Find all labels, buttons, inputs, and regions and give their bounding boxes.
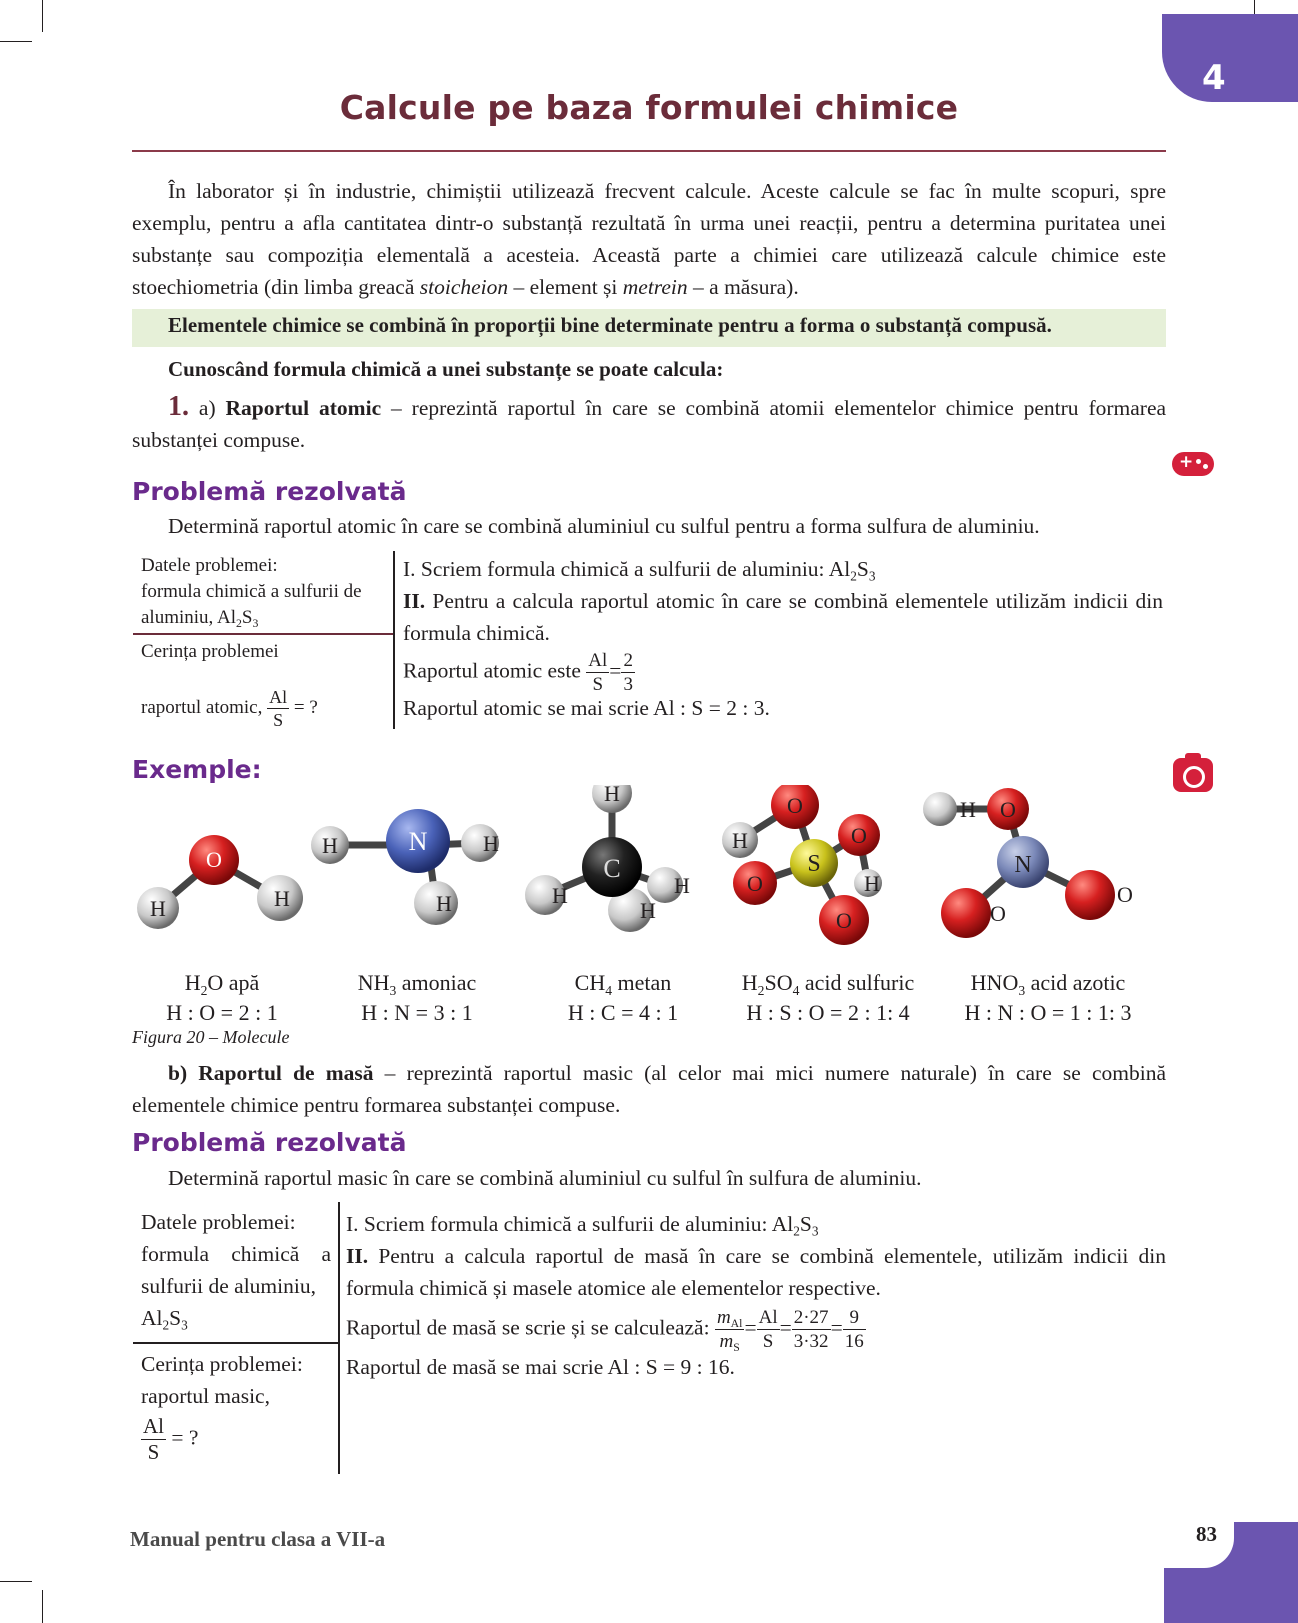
svg-text:H: H [274,886,290,911]
figure-caption: Figura 20 – Molecule [132,1027,290,1047]
problem-data: Datele problemei: formula chimică a sulfurii de aluminiu, $Al_2S_3$ [141,1206,331,1334]
svg-text:H: H [604,785,620,806]
problem-heading: Problemă rezolvată [132,477,407,506]
chapter-number: 4 [1202,58,1226,98]
camera-icon[interactable] [1173,758,1213,792]
molecule-caption-nitric-acid: $HNO_3$ acid azotic H : N : O = 1 : 1: 3 [964,970,1132,1025]
point-letter: a) [198,396,216,420]
crop-mark [42,1590,43,1623]
point-term: Raportul atomic [225,396,382,420]
solution-step-3: Raportul de masă se scrie și se calculează: $\frac{m_{Al}}{m_S}$ = $\frac{Al}{S}$ = $\frac{2\cdot 27}{3\cdot 32}$ = $\frac{9}{16}$ [346,1307,864,1355]
examples-heading: Exemple: [132,755,262,784]
table-divider [133,1342,338,1344]
problem-heading: Problemă rezolvată [132,1128,407,1157]
problem-requirement-label: Cerința problemei [141,641,279,662]
svg-text:O: O [1117,882,1133,907]
svg-text:N: N [1014,852,1032,878]
point-b [132,1057,1166,1121]
svg-text:H: H [864,871,880,896]
point-text: – reprezintă raportul masic (al celor mai mici numere naturale) în care se combină elementele chimice pentru formarea substanței compuse. [132,1061,1166,1117]
svg-text:C: C [603,854,621,883]
svg-text:H: H [150,896,166,921]
intro-term-greek-1: stoicheion [419,275,509,299]
solution-2 [346,1208,1166,1383]
svg-text:O: O [836,908,852,933]
footer-book-title: Manual pentru clasa a VII-a [130,1527,386,1551]
point-letter: b) [168,1061,188,1085]
solution-step-1: I. Scriem formula chimică a sulfurii de aluminiu: $Al_2S_3$ [403,557,876,584]
intro-text: În laborator și în industrie, chimiștii utilizează frecvent calcule. Aceste calcule se fac în multe scopuri, spre exemplu, pentru a afla cantitatea dintr-o substanță rezultată în urma unei reacții, pentru a determina puritatea unei substanțe sau compoziția elementală a acesteia. Această parte a chimiei care utilizează calcule chimice este stoechiometria (din limba greacă [132,179,1166,299]
table-divider [133,633,393,635]
intro-paragraph [132,175,1166,303]
game-controller-icon[interactable]: + [1172,452,1214,476]
solution-step-4: Raportul atomic se mai scrie Al : S = 2 : 3. [403,696,770,720]
crop-mark [0,41,32,42]
svg-text:H: H [552,883,568,908]
solution-1 [403,553,1163,724]
intro-text: – element și [508,275,623,299]
svg-text:H: H [640,898,656,923]
crop-mark [0,1581,32,1582]
svg-text:H: H [960,797,976,822]
svg-text:H: H [674,873,690,898]
svg-text:O: O [990,901,1006,926]
highlight-text: Elementele chimice se combină în proporții bine determinate pentru a forma o substanță compusă. [168,313,1052,337]
data-label: Datele problemei: [141,555,278,576]
intro-text: – a măsura). [687,275,799,299]
page-number-tab [1164,1522,1298,1623]
table-vertical-rule [338,1202,340,1474]
problem-requirement: Cerința problemei: raportul masic, $\frac{Al}{S}$ = ? [141,1352,303,1464]
data-text: formula chimică a sulfurii de aluminiu, $Al_2S_3$ [141,581,362,631]
svg-text:H: H [483,831,499,856]
molecule-caption-sulfuric-acid: $H_2SO_4$ acid sulfuric H : S : O = 2 : 1: 4 [741,970,915,1025]
problem-statement: Determină raportul atomic în care se combină aluminiul cu sulful pentru a forma sulfura de aluminiu. [168,514,1040,538]
data-label: Datele problemei: [141,1210,296,1234]
molecule-caption-water: $H_2O$ apă H : O = 2 : 1 [166,970,278,1025]
table-vertical-rule [393,551,395,729]
title-rule [132,150,1166,152]
svg-text:O: O [787,793,803,818]
solution-step-3: Raportul atomic este $\frac{Al}{S}$ = $\frac{2}{3}$ [403,650,633,695]
problem-requirement: raportul atomic, $\frac{Al}{S}$ = ? [141,687,318,730]
point-number: 1. [168,391,189,422]
svg-text:S: S [807,851,821,877]
page-number: 83 [1196,1522,1217,1546]
point-text: – reprezintă raportul în care se combină atomii elementelor chimice pentru formarea substanței compuse. [132,396,1167,452]
lead-text: Cunoscând formula chimică a unei substanțe se poate calcula: [168,357,724,381]
svg-text:H: H [436,891,452,916]
svg-text:H: H [322,833,338,858]
svg-text:O: O [206,847,222,872]
chapter-tab [1162,14,1298,102]
page-title: Calcule pe baza formulei chimice [339,88,959,127]
fraction-al-s: $\frac{Al}{S}$ [143,1414,164,1464]
molecule-illustrations [130,785,1170,965]
problem-statement: Determină raportul masic în care se combină aluminiul cu sulful în sulfura de aluminiu. [168,1166,922,1190]
solution-step-2: II. Pentru a calcula raportul atomic în care se combină elementele utilizăm indicii din formula chimică. [403,589,1163,645]
svg-text:O: O [747,871,763,896]
data-text: formula chimică a sulfurii de aluminiu, [141,1242,331,1298]
intro-term-greek-2: metrein [622,275,688,299]
svg-text:H: H [732,828,748,853]
crop-mark [42,0,43,32]
solution-step-2: II. Pentru a calcula raportul de masă în care se combină elementele, utilizăm indicii din formula chimică și masele atomice ale elementelor respective. [346,1244,1166,1300]
solution-step-4: Raportul de masă se mai scrie Al : S = 9 : 16. [346,1355,735,1379]
solution-step-1: I. Scriem formula chimică a sulfurii de aluminiu: $Al_2S_3$ [346,1212,819,1239]
svg-text:O: O [851,823,867,848]
svg-text:O: O [1000,797,1016,822]
molecule-caption-methane: $CH_4$ metan H : C = 4 : 1 [567,970,679,1025]
problem-data [141,553,391,631]
molecule-caption-ammonia: $NH_3$ amoniac H : N = 3 : 1 [357,970,477,1025]
fraction-al-s: $\frac{Al}{S}$ [269,687,288,730]
svg-text:N: N [408,827,428,856]
point-1 [132,391,1166,456]
point-term: Raportul de masă [198,1061,374,1085]
